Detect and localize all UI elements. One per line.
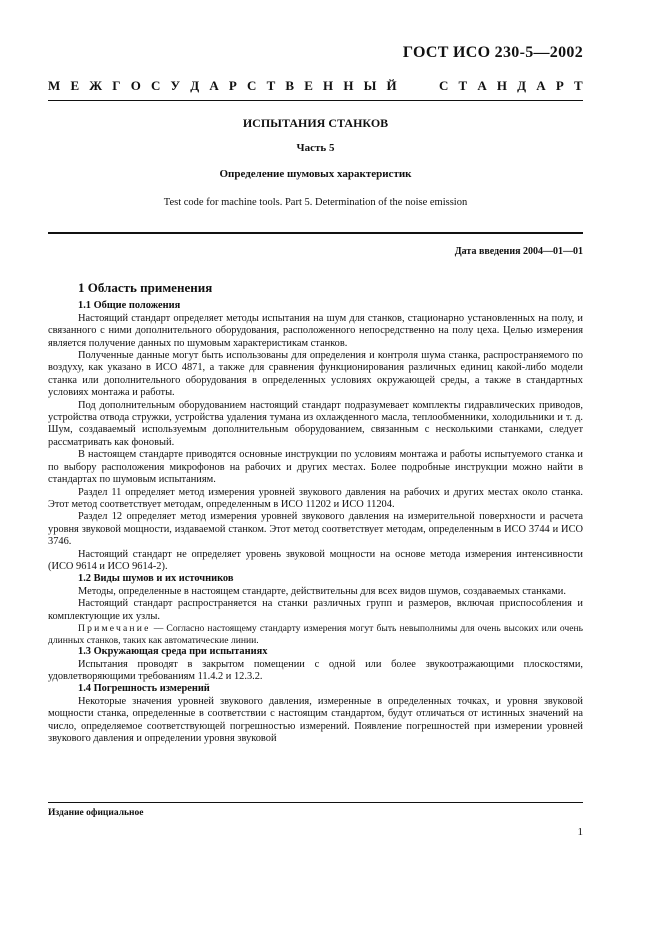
- paragraph: Настоящий стандарт распространяется на станки различных групп и размеров, включая приспособления и комплектующие их узлы.: [48, 598, 583, 622]
- banner-letter: С: [151, 78, 161, 93]
- banner-letter: Е: [70, 78, 80, 93]
- document-part: Часть 5: [296, 142, 335, 154]
- subsection-heading: 1.4 Погрешность измерений: [78, 683, 210, 695]
- banner-letter: А: [536, 78, 546, 93]
- banner-letter: Р: [228, 78, 237, 93]
- banner-letter: М: [48, 78, 61, 93]
- paragraph: Испытания проводят в закрытом помещении с одной или более звукоотражающими плоскостями, удовлетворяющими требованиям 11.4.2 и 12.3.2.: [48, 658, 583, 682]
- banner-letter: Д: [517, 78, 527, 93]
- document-body: [48, 282, 583, 745]
- paragraph: Раздел 12 определяет метод измерения уровней звукового давления на измерительной поверхности и расчета уровня звуковой мощности, издаваемой станком. Этот метод соответствует методам, определенным в ИСО 3744 и ИСО 3746.: [48, 511, 583, 548]
- paragraph: Под дополнительным оборудованием настоящий стандарт подразумевает комплекты гидравлических приводов, устройства отвода стружки, устройства удаления тумана из охлажденного масла, теплообменники, холодильники и т. д. Шум, создаваемый используемым дополнительным оборудованием, связанным с несколькими станками, следует рассматривать как фоновый.: [48, 399, 583, 448]
- banner-letter: У: [170, 78, 181, 93]
- banner-letter: Т: [266, 78, 276, 93]
- interstate-standard-banner: [48, 78, 583, 94]
- banner-letter: Р: [555, 78, 564, 93]
- introduction-date: Дата введения 2004—01—01: [454, 246, 583, 257]
- document-number: ГОСТ ИСО 230-5—2002: [402, 44, 583, 61]
- banner-letter: Й: [386, 78, 397, 93]
- paragraph: В настоящем стандарте приводятся основные инструкции по условиям монтажа и работы испытуемого станка и по выбору расположения микрофонов на рабочих и других местах. Более подробные инструкции можно найти в стандартах по шумовым испытаниям.: [48, 449, 583, 486]
- subsection-heading: 1.3 Окружающая среда при испытаниях: [78, 646, 268, 658]
- header-divider: [48, 100, 583, 101]
- paragraph: Полученные данные могут быть использованы для определения и контроля шума станка, распространяемого по воздуху, как указано в ИСО 4871, а также для сравнения функционирования различных единиц какой-либо модели станка или дополнительного оборудования в определенных условиях окружающей среды, а также в стандартных условиях монтажа и работы.: [48, 350, 583, 399]
- document-title: ИСПЫТАНИЯ СТАНКОВ: [242, 116, 389, 130]
- section-heading: 1 Область применения: [78, 280, 213, 295]
- paragraph: Методы, определенные в настоящем стандарте, действительны для всех видов шумов, создаваемых станками.: [78, 585, 566, 597]
- banner-letter: Н: [323, 78, 334, 93]
- banner-letter: О: [130, 78, 141, 93]
- subsection-heading: 1.1 Общие положения: [78, 300, 181, 312]
- document-subtitle: Определение шумовых характеристик: [219, 168, 412, 180]
- paragraph: Раздел 11 определяет метод измерения уровней звукового давления на рабочих и других местах около станка. Этот метод соответствует методам, определенным в ИСО 11202 и ИСО 11204.: [48, 486, 583, 510]
- banner-letter: Г: [112, 78, 121, 93]
- banner-letter: Т: [573, 78, 583, 93]
- paragraph: Некоторые значения уровней звукового давления, измеренные в определенных точках, и уровня звуковой мощности станка, определенные в соответствии с настоящим стандартом, будут отличаться от истинных значений на число, определяемое соответствующей погрешностью измерений. Появление погрешностей при измерении уровней звукового давления и определении уровня звуковой: [48, 695, 583, 744]
- note-text: — Согласно настоящему стандарту измерения могут быть невыполнимы для очень высоких или очень длинных станков, таких как автоматические линии.: [48, 622, 583, 646]
- official-edition-label: Издание официальное: [48, 808, 144, 818]
- banner-letter: Н: [496, 78, 508, 93]
- footer-divider: [48, 802, 583, 803]
- subsection-heading: 1.2 Виды шумов и их источников: [78, 573, 234, 585]
- banner-letter: А: [477, 78, 487, 93]
- banner-letter: С: [438, 78, 449, 93]
- banner-letter: А: [209, 78, 219, 93]
- banner-letter: Т: [458, 78, 468, 93]
- paragraph: Настоящий стандарт не определяет уровень звуковой мощности на основе метода измерения интенсивности (ИСО 9614 и ИСО 9614-2).: [48, 548, 583, 572]
- english-title: Test code for machine tools. Part 5. Determination of the noise emission: [163, 197, 468, 208]
- title-divider: [48, 232, 583, 234]
- banner-letter: Д: [190, 78, 200, 93]
- page-number: 1: [577, 826, 583, 838]
- banner-letter: Н: [343, 78, 354, 93]
- banner-letter: Е: [304, 78, 313, 93]
- note-label: Примечание: [78, 622, 151, 634]
- banner-letter: С: [247, 78, 257, 93]
- banner-letter: В: [285, 78, 295, 93]
- banner-letter: Ж: [89, 78, 103, 93]
- note: [48, 623, 583, 646]
- banner-letter: Ы: [363, 78, 377, 93]
- paragraph: Настоящий стандарт определяет методы испытания на шум для станков, стационарно установленных на полу, и связанного с ними дополнительного оборудования, расположенного непосредственно на полу цеха. Целью измерения является получение данных по шумовым характеристикам станков.: [48, 312, 583, 349]
